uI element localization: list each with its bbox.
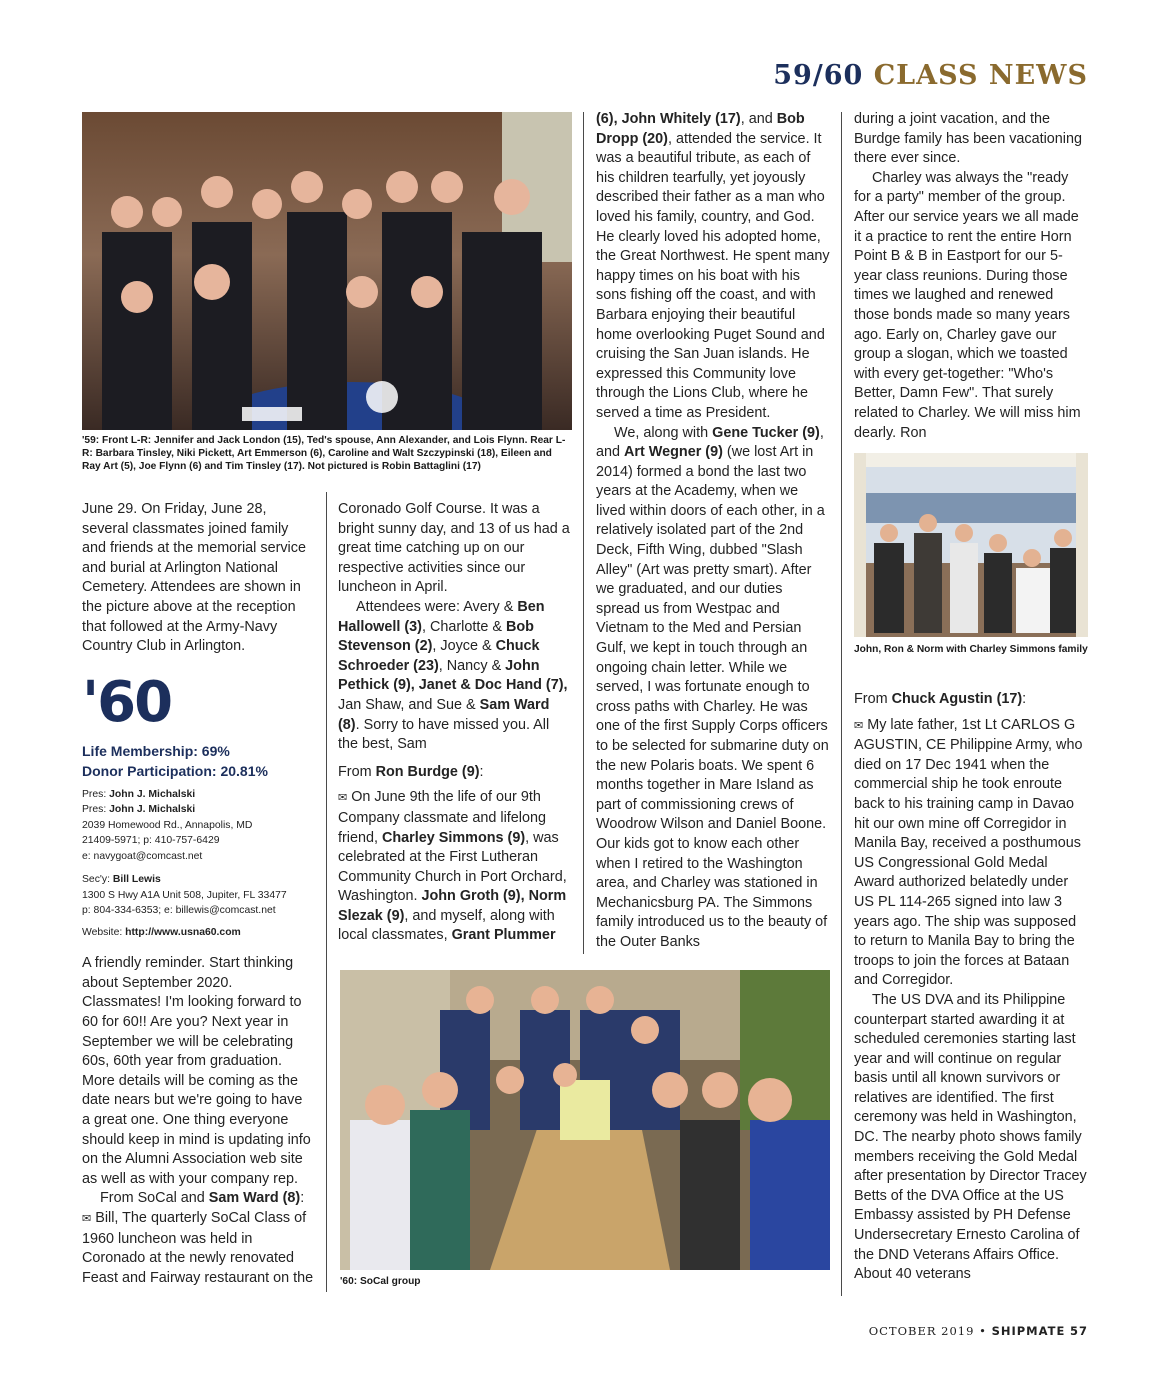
- socal-group-photo-caption: '60: SoCal group: [340, 1276, 421, 1287]
- paragraph: The US DVA and its Philippine counterpart started awarding it at scheduled ceremonies starting last year and will continue on regular basis until all known survivors or relatives are identified. The first ceremony was held in Washington, DC. The nearby photo shows family members receiving the Gold Medal after presentation by Director Tracey Betts of the DVA Office at the US Embassy assisted by PH Defense Undersecretary Ernesto Carolina of the DND Veterans Affairs Office. About 40 veterans: [854, 991, 1087, 1283]
- section-title: CLASS NEWS: [873, 60, 1088, 91]
- simmons-family-photo-caption: John, Ron & Norm with Charley Simmons family: [854, 644, 1088, 655]
- paragraph: A friendly reminder. Start thinking about September 2020. Classmates! I'm looking forward to 60 for 60!! Are you? Next year in September we will be celebrating 60s, 60th year from graduation. More details will be coming as the date nears but we're going to have a great one. One thing everyone should keep in mind is updating info on the Alumni Association web site as well as with your company rep.: [82, 955, 311, 1187]
- envelope-icon: ✉: [854, 719, 864, 732]
- officer-info: Pres: John J. Michalski Pres: John J. Michalski 2039 Homewood Rd., Annapolis, MD 21409-5971; p: 410-757-6429 e: navygoat@comcast.net Sec'y: Bill Lewis 1300 S Hwy A1A Unit 508, Jupiter, FL 33477 p: 804-334-6353; e: billewis@comcast.net Website: http://www.usna60.com: [82, 788, 287, 938]
- magazine-name: SHIPMATE: [991, 1324, 1066, 1338]
- column-3: [596, 110, 830, 953]
- column-rule-2: [583, 112, 584, 954]
- paragraph: June 29. On Friday, June 28, several classmates joined family and friends at the memorial service and burial at Arlington National Cemetery. Attendees are shown in the picture above at the reception that followed at the Army-Navy Country Club in Arlington.: [82, 501, 306, 655]
- donor-participation: Donor Participation: 20.81%: [82, 762, 268, 779]
- issue-date: OCTOBER 2019: [868, 1324, 975, 1338]
- class-years: 59/60: [773, 60, 864, 91]
- column-4: [854, 110, 1088, 443]
- class-year-heading: '60: [82, 669, 172, 735]
- from-line: From Ron Burdge (9):: [338, 763, 484, 780]
- column-rule-3: [841, 112, 842, 1296]
- paragraph: Coronado Golf Course. It was a bright sunny day, and 13 of us had a great time catching up on our respective activities since our luncheon in April.: [338, 501, 570, 596]
- column-2: [338, 500, 572, 946]
- letter-paragraph: ✉ My late father, 1st Lt CARLOS G AGUSTIN, CE Philippine Army, who died on 17 Dec 1941 when the commercial ship he took enroute back to his training camp in Davao hit our own mine off Corregidor in Manila Bay, received a posthumous US Congressional Gold Medal Award authorized belatedly under US PL 114-265 signed into law 3 years ago. The ship was supposed to return to Manila Bay to bring the troops to join the forces at Bataan and Corregidor.: [854, 716, 1083, 989]
- attendees-paragraph: Attendees were: Avery & Ben Hallowell (3), Charlotte & Bob Stevenson (2), Joyce & Chuck Schroeder (23), Nancy & John Pethick (9), Janet & Doc Hand (7), Jan Shaw, and Sue & Sam Ward (8). Sorry to have missed you. All the best, Sam: [338, 598, 568, 753]
- simmons-family-photo: [854, 453, 1088, 637]
- reception-photo: [82, 112, 572, 430]
- envelope-icon: ✉: [338, 792, 348, 805]
- from-line: From Chuck Agustin (17):: [854, 691, 1027, 707]
- paragraph: (6), John Whitely (17), and Bob Dropp (20), attended the service. It was a beautiful tribute, as each of his children tearfully, yet joyously described their father as a man who loved his family, country, and God. He clearly loved his adopted home, the Great Northwest. He spent many happy times on his boat with his sons fishing off the coast, and with Barbara enjoying their beautiful home overlooking Puget Sound and cruising the San Juan islands. He expressed this Community love through the Lions Club, where he served a time as President.: [596, 111, 830, 421]
- letter-paragraph: ✉ On June 9th the life of our 9th Company classmate and lifelong friend, Charley Simmons (9), was celebrated at the First Lutheran Community Church in Port Orchard, Washington. John Groth (9), Norm Slezak (9), and myself, along with local classmates, Grant Plummer: [338, 789, 567, 944]
- page-footer: OCTOBER 2019 • SHIPMATE 57: [868, 1324, 1088, 1338]
- website-link[interactable]: http://www.usna60.com: [125, 926, 241, 938]
- letter-paragraph: ✉ Bill, The quarterly SoCal Class of 1960 luncheon was held in Coronado at the newly renovated Feast and Fairway restaurant on the: [82, 1209, 314, 1286]
- envelope-icon: ✉: [82, 1212, 92, 1225]
- column-1: [82, 500, 314, 1288]
- life-membership: Life Membership: 69%: [82, 742, 230, 759]
- reception-photo-caption: '59: Front L-R: Jennifer and Jack London (15), Ted's spouse, Ann Alexander, and Lois Flynn. Rear L-R: Barbara Tinsley, Niki Pickett, Art Emmerson (6), Caroline and Walt Szczypinski (18), Eileen and Ray Art (5), Joe Flynn (6) and Tim Tinsley (17). Not pictured is Robin Battaglini (17): [82, 435, 566, 472]
- column-4-continued: [854, 690, 1088, 1285]
- column-rule-1: [326, 492, 327, 1292]
- paragraph: Charley was always the "ready for a party" member of the group. After our service years we all made it a practice to rent the entire Horn Point B & B in Eastport for our 5-year class reunions. During those times we laughed and renewed those bonds made so many years ago. Early on, Charley gave our group a slogan, which we toasted with every get-together: "Who's Better, Damn Few". That surely related to Charley. We will miss him dearly. Ron: [854, 169, 1081, 441]
- page-number: 57: [1069, 1324, 1088, 1338]
- paragraph: during a joint vacation, and the Burdge family has been vacationing there ever since.: [854, 111, 1082, 167]
- from-line: From SoCal and Sam Ward (8):: [100, 1190, 305, 1207]
- socal-group-photo: [340, 970, 830, 1270]
- paragraph: We, along with Gene Tucker (9), and Art Wegner (9) (we lost Art in 2014) formed a bond the last two years at the Academy, when we lived within doors of each other, in a relatively isolated part of the 2nd Deck, Fifth Wing, dubbed "Slash Alley" (Art was pretty smart). After we graduated, and our duties spread us from Westpac and Vietnam to the Med and Persian Gulf, we kept in touch through an ongoing chain letter. While we served, I was fortunate enough to cross paths with Charley. He was one of the first Supply Corps officers to be selected for submarine duty on the new Polaris boats. We spent 6 months together in Mare Island as part of commissioning crews of Woodrow Wilson and Daniel Boone. Our kids got to know each other when I retired to the Washington area, and Charley was stationed in Mechanicsburg PA. The Simmons family introduced us to the beauty of the Outer Banks: [596, 424, 829, 950]
- section-header: [773, 60, 1088, 91]
